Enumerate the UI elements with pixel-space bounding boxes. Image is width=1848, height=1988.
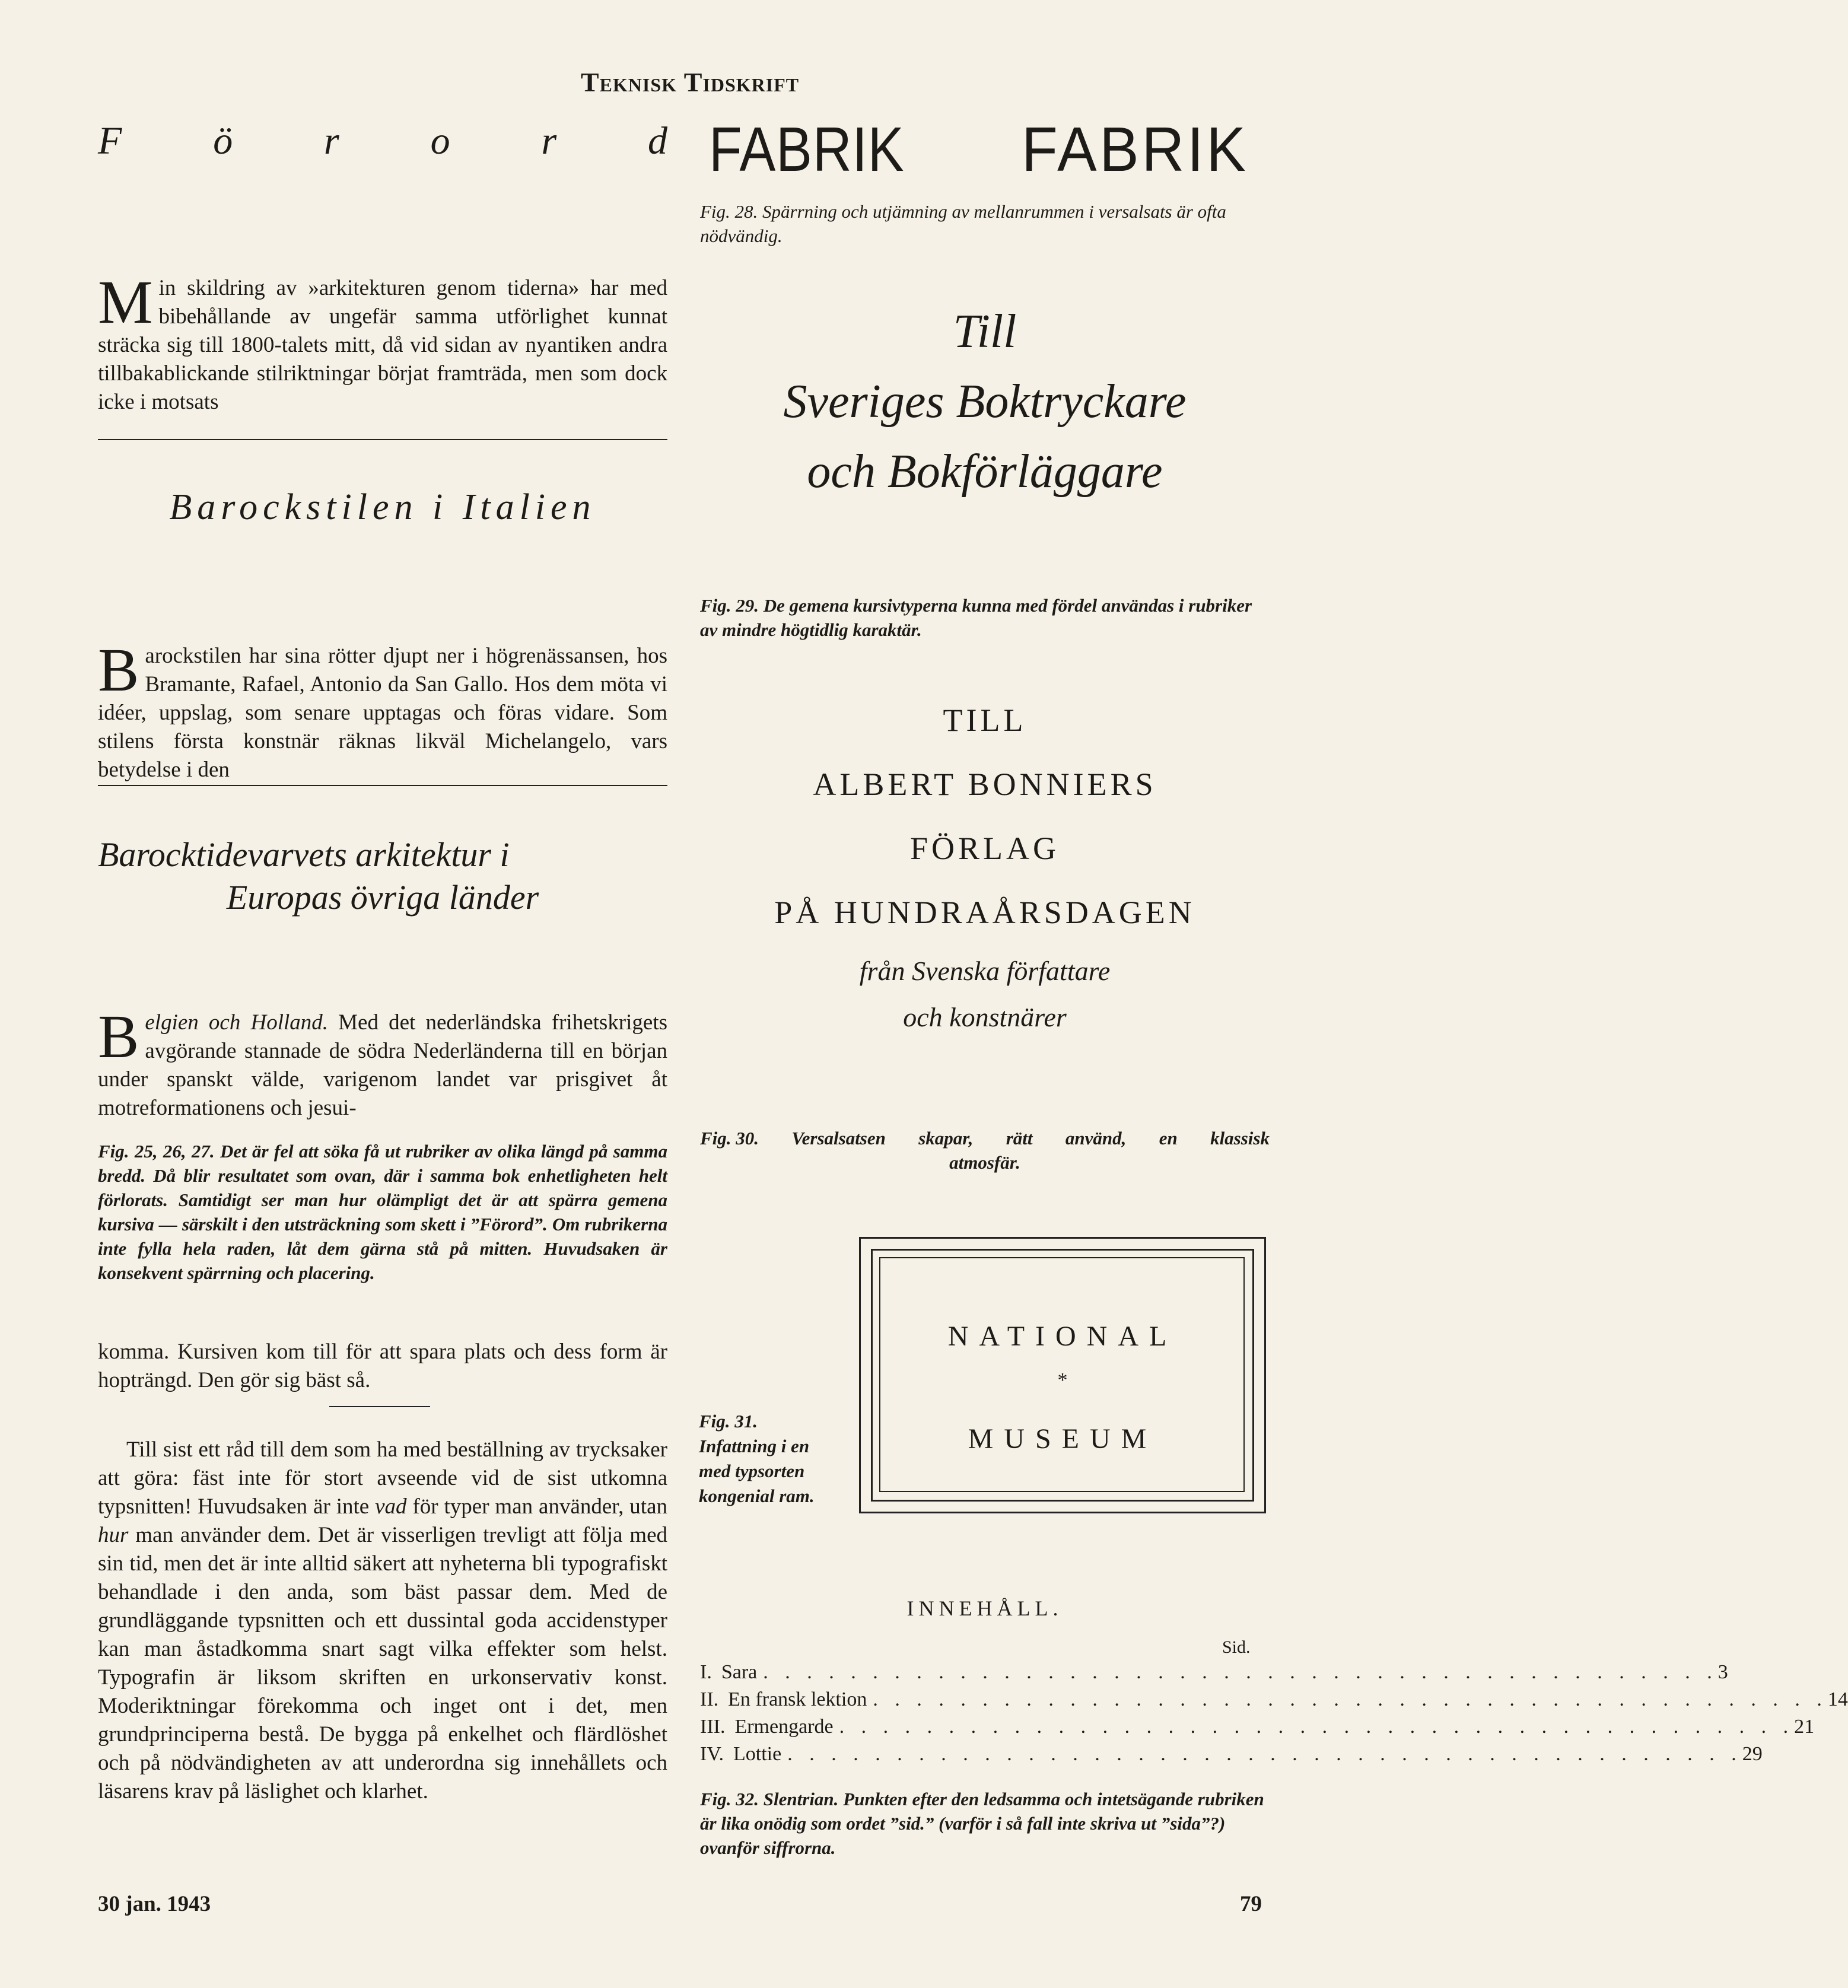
caption-word: Fig. 30. bbox=[700, 1128, 759, 1149]
toc-row bbox=[700, 1661, 1728, 1684]
heading-line: Barocktidevarvets arkitektur i bbox=[98, 835, 510, 874]
divider-rule bbox=[98, 439, 667, 440]
toc-number: II. bbox=[700, 1688, 719, 1710]
drop-cap: M bbox=[98, 268, 153, 336]
forord-heading bbox=[98, 119, 667, 164]
caption-line: atmosfär. bbox=[949, 1152, 1020, 1173]
paragraph-belgien bbox=[98, 1003, 667, 1122]
toc-title: En fransk lektion bbox=[728, 1688, 867, 1710]
paragraph-text: Med det nederländska frihetskrigets avgörande stannade de södra Nederländerna till en början under spanskt välde, varigenom landet var prisgivet åt motreformationens och jesui- bbox=[98, 1010, 667, 1120]
paragraph-text: man använder dem. Det är visserligen trevligt att följa med sin tid, men det är inte alltid säkert att nyheterna bli typografiskt behandlade i den anda, som bäst passar dem. Med de grundläggande typsnitten och ett dussintal goda accidenstyper kan man åstadkomma snart sagt vilka effekter som helst. Typografin är liksom skriften en urkonservativ konst. Moderiktningar förekomma och inget ont i det, men grundprinciperna bestå. De bygga på enkelhet och flärdlöshet och på nödvändigheten av att underordna sig innehållets och läsarens krav på läslighet och klarhet. bbox=[98, 1523, 667, 1803]
barockstilen-heading: Barockstilen i Italien bbox=[169, 487, 596, 527]
museum-text: MUSEUM bbox=[968, 1423, 1157, 1455]
paragraph-arkitekturen bbox=[98, 268, 667, 416]
caps-line: PÅ HUNDRAÅRSDAGEN bbox=[774, 895, 1195, 930]
toc-page: 14 bbox=[1827, 1688, 1848, 1710]
toc-number: III. bbox=[700, 1716, 726, 1738]
figure-caption-31: Fig. 31. Infattning i en med typsorten kongenial ram. bbox=[699, 1411, 815, 1506]
toc-page: 21 bbox=[1794, 1716, 1815, 1738]
toc-leader: . . . . . . . . . . . . . . . . . . . . . . . . . . . . . . . . . . . . . . . . . . . . bbox=[763, 1661, 1718, 1683]
toc-page: 3 bbox=[1717, 1661, 1728, 1683]
paragraph-text: Till sist ett råd till dem som ha med beställning av trycksaker att göra: fäst inte för stort avseende vid de sist utkomna typsnitten! Huvudsaken är inte bbox=[98, 1437, 667, 1519]
paragraph-text: in skildring av »arkitekturen genom tiderna» har med bibehållande av ungefär samma utförlighet kunnat sträcka sig till 1800-talets mitt, då vid sidan av nyantiken andra tillbakablickande stilriktningar börjat framträda, men som dock icke i motsats bbox=[98, 276, 667, 414]
caption-word: rätt bbox=[1006, 1128, 1033, 1149]
toc-row bbox=[700, 1716, 1815, 1738]
short-rule bbox=[329, 1406, 430, 1407]
asterisk-ornament: * bbox=[1057, 1369, 1068, 1391]
paragraph-barockstilen bbox=[98, 636, 667, 784]
caps-line: FÖRLAG bbox=[909, 831, 1060, 866]
dedication-script-sample bbox=[697, 297, 1273, 507]
drop-cap: B bbox=[98, 636, 139, 704]
running-head: Teknisk Tidskrift bbox=[580, 67, 800, 97]
divider-rule bbox=[98, 785, 667, 786]
fabrik-sample-unspaced: FABRIK bbox=[709, 114, 905, 185]
emphasis-hur: hur bbox=[98, 1523, 129, 1547]
heading-line: Europas övriga länder bbox=[226, 878, 539, 917]
toc-row bbox=[700, 1688, 1848, 1711]
toc-leader: . . . . . . . . . . . . . . . . . . . . . . . . . . . . . . . . . . . . . . . . . . . . bbox=[787, 1743, 1742, 1765]
script-line: Till bbox=[953, 306, 1017, 358]
forord-letter: F bbox=[98, 119, 122, 163]
toc-page-label: Sid. bbox=[1222, 1637, 1251, 1657]
issue-date: 30 jan. 1943 bbox=[98, 1892, 211, 1916]
paragraph-lead-italic: elgien och Holland. bbox=[145, 1010, 329, 1035]
paragraph-kursiven: komma. Kursiven kom till för att spara plats och dess form är hopträngd. Den gör sig bäst så. bbox=[98, 1340, 667, 1392]
paragraph-rad bbox=[98, 1436, 667, 1806]
toc-row bbox=[700, 1743, 1763, 1766]
toc-title: Ermengarde bbox=[734, 1716, 834, 1738]
barocktidevarvets-heading bbox=[98, 834, 667, 919]
toc-heading: INNEHÅLL. bbox=[906, 1596, 1063, 1620]
forord-letter: d bbox=[648, 119, 667, 163]
toc-page: 29 bbox=[1742, 1743, 1763, 1765]
italic-line: från Svenska författare bbox=[859, 956, 1111, 986]
figure-caption-25-27: Fig. 25, 26, 27. Det är fel att söka få ut rubriker av olika längd på samma bredd. Då blir resultatet som ovan, där i samma bok enhetligheten helt förlorats. Samtidigt ser man hur olämpligt det är att spärra gemena kursiva — särskilt i den utsträckning som skett i ”Förord”. Om rubrikerna inte fylla hela raden, låt dem gärna stå på mitten. Huvudsaken är konsekvent spärrning och placering. bbox=[98, 1141, 667, 1283]
script-line: Sveriges Boktryckare bbox=[783, 376, 1187, 428]
caption-word: använd, bbox=[1065, 1128, 1127, 1149]
toc-leader: . . . . . . . . . . . . . . . . . . . . . . . . . . . . . . . . . . . . . . . . . . . . bbox=[839, 1716, 1795, 1738]
toc-title: Lottie bbox=[733, 1743, 782, 1765]
figure-caption-28: Fig. 28. Spärrning och utjämning av mellanrummen i versalsats är ofta nödvändig. bbox=[700, 201, 1226, 246]
caption-word: en bbox=[1159, 1128, 1178, 1149]
emphasis-vad: vad bbox=[375, 1494, 407, 1519]
script-line: och Bokförläggare bbox=[807, 446, 1163, 498]
caption-word: klassisk bbox=[1210, 1128, 1270, 1149]
forord-letter: ö bbox=[213, 119, 233, 163]
figure-caption-30 bbox=[700, 1126, 1270, 1175]
forord-letter: o bbox=[430, 119, 450, 163]
paragraph-text: arockstilen har sina rötter djupt ner i högrenässansen, hos Bramante, Rafael, Antonio da San Gallo. Hos dem möta vi idéer, uppslag, som senare upptagas och föras vidare. Som stilens första konstnär räknas likväl Michelangelo, vars betydelse i den bbox=[98, 644, 667, 782]
toc-number: IV. bbox=[700, 1743, 724, 1765]
caption-word: Versalsatsen bbox=[791, 1128, 886, 1149]
forord-letter: r bbox=[324, 119, 339, 163]
italic-line: och konstnärer bbox=[903, 1002, 1067, 1032]
toc-title: Sara bbox=[721, 1661, 758, 1683]
caption-word: skapar, bbox=[918, 1128, 974, 1149]
fabrik-sample-spaced: FABRIK bbox=[1022, 114, 1249, 185]
toc-leader: . . . . . . . . . . . . . . . . . . . . . . . . . . . . . . . . . . . . . . . . . . . . bbox=[873, 1688, 1828, 1710]
paragraph-text: för typer man använder, utan bbox=[406, 1494, 667, 1519]
drop-cap: B bbox=[98, 1003, 139, 1071]
forord-letter: r bbox=[541, 119, 557, 163]
caps-line: ALBERT BONNIERS bbox=[813, 766, 1157, 802]
toc-number: I. bbox=[700, 1661, 712, 1683]
page-number: 79 bbox=[1240, 1892, 1262, 1916]
dedication-caps-sample bbox=[697, 688, 1273, 1041]
figure-caption-32: Fig. 32. Slentrian. Punkten efter den ledsamma och intetsägande rubriken är lika onödig som ordet ”sid.” (varför i så fall inte skriva ut ”sida”?) ovanför siffrorna. bbox=[700, 1789, 1264, 1858]
national-text: NATIONAL bbox=[947, 1321, 1178, 1352]
caps-line: TILL bbox=[943, 702, 1027, 738]
figure-caption-29: Fig. 29. De gemena kursivtyperna kunna med fördel användas i rubriker av mindre högtidlig karaktär. bbox=[700, 595, 1252, 640]
